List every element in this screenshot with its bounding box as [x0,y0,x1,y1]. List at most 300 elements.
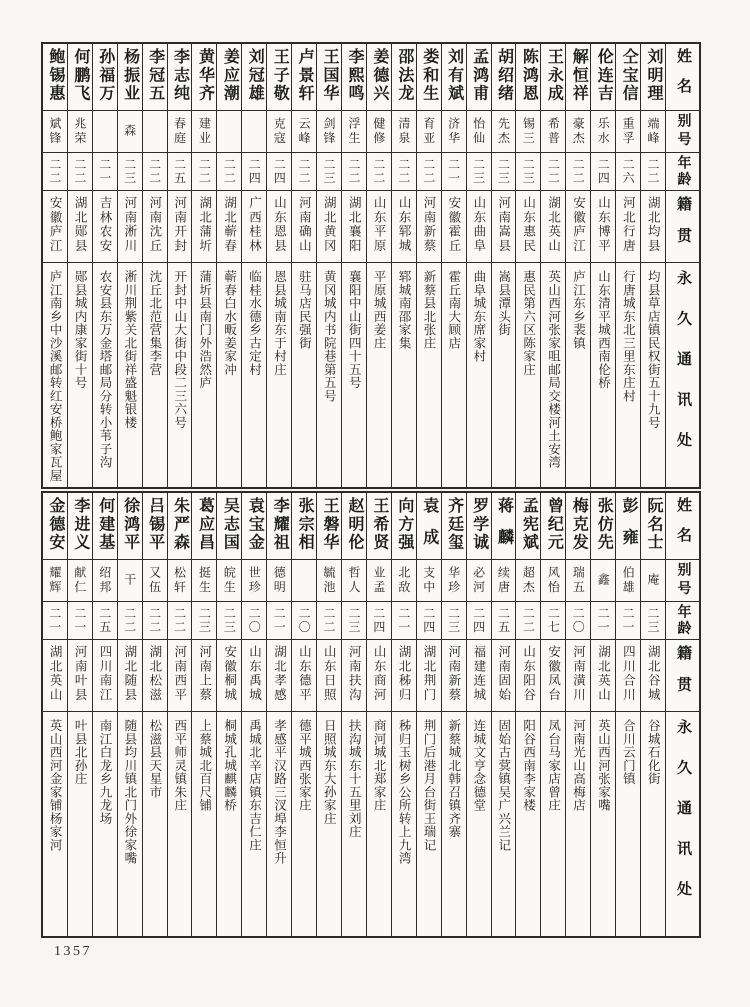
person-address-cell-text: 沈丘北范营集李营 [147,270,162,376]
person-alias-cell [591,111,615,153]
person-age-cell [342,602,366,640]
person-native-place-cell [93,191,117,263]
row-header-column [665,493,699,936]
person-alias-cell [492,560,516,602]
person-age-cell-text: 二三 [446,607,461,634]
person-alias-cell-text: 伯雄 [621,566,636,595]
person-name-cell [267,493,291,560]
person-name-cell-text: 曾纪元 [545,497,563,552]
person-age-cell [516,602,540,640]
person-age-cell-text: 二一 [72,607,87,634]
person-name-cell-text: 娄和生 [420,48,438,103]
person-address-cell [68,263,92,487]
person-age-cell-text: 二一 [621,607,636,634]
person-name-cell [541,493,565,560]
person-column [142,493,167,936]
person-address-cell-text: 襄阳中山街四十五号 [347,270,362,390]
person-name-cell [516,44,540,111]
person-native-place-cell [641,640,665,712]
person-age-cell-text: 二〇 [571,607,586,634]
person-native-place-cell [317,640,341,712]
person-native-place-cell [392,640,416,712]
person-native-place-cell [641,191,665,263]
person-name-cell-text: 吕锡平 [146,497,164,552]
person-name-cell-text: 刘有斌 [445,48,463,103]
person-name-cell [217,44,241,111]
person-native-place-cell-text: 安徽霍丘 [446,196,461,253]
person-name-cell-text: 徐鸿平 [121,497,139,552]
person-name-cell [492,44,516,111]
person-age-cell-text: 二二 [147,607,162,634]
person-native-place-cell-text: 湖北英山 [48,645,63,702]
person-age-cell-text: 二一 [396,607,411,634]
person-name-cell [442,493,466,560]
person-age-cell-text: 二二 [222,158,237,185]
person-native-place-cell [516,640,540,712]
person-native-place-cell [616,191,640,263]
person-native-place-cell [118,191,142,263]
person-alias-cell-text: 北敌 [396,566,411,595]
person-address-cell [68,712,92,936]
person-column [640,493,665,936]
person-address-cell-text: 秭归玉树乡公所转上九湾 [397,719,412,865]
person-alias-cell-text: 先杰 [496,117,511,146]
person-alias-cell-text: 春庭 [172,117,187,146]
person-address-cell [467,263,491,487]
person-age-cell-text: 二二 [371,158,386,185]
row-header-native_place [666,191,699,263]
person-age-cell-text: 二二 [47,158,62,185]
person-address-cell-text: 新蔡县北张庄 [421,270,436,350]
person-name-cell [168,44,192,111]
person-name-cell-text: 吴志国 [221,497,239,552]
person-address-cell [591,712,615,936]
person-age-cell [467,153,491,191]
person-column [391,44,416,487]
person-age-cell [217,602,241,640]
person-name-cell-text: 姜德兴 [370,48,388,103]
person-address-cell [367,712,391,936]
person-column [615,493,640,936]
person-address-cell-text: 恩县城南东于村庄 [272,270,287,376]
person-name-cell [118,44,142,111]
person-alias-cell [417,560,441,602]
person-name-cell-text: 卢景轩 [296,48,314,103]
person-alias-cell-text: 必河 [471,566,486,595]
person-alias-cell-text: 超杰 [521,566,536,595]
person-alias-cell [541,111,565,153]
person-age-cell [242,153,266,191]
person-native-place-cell-text: 湖北郧县 [73,196,88,253]
person-native-place-cell-text: 山东平原 [372,196,387,253]
person-native-place-cell [93,640,117,712]
person-address-cell-text: 郓城南邵家集 [397,270,412,350]
person-alias-cell [68,560,92,602]
person-address-cell [217,263,241,487]
person-alias-cell [392,111,416,153]
person-alias-cell [392,560,416,602]
person-column [266,493,291,936]
person-alias-cell-text: 健修 [371,117,386,146]
person-address-cell-text: 平原城西姜庄 [372,270,387,350]
person-column [515,44,540,487]
person-column [92,493,117,936]
person-alias-cell-text: 世珍 [247,566,262,595]
person-name-cell-text: 王永成 [545,48,563,103]
person-column [441,493,466,936]
person-address-cell [566,712,590,936]
person-native-place-cell-text: 山东郓城 [397,196,412,253]
person-name-cell-text: 王国华 [321,48,339,103]
person-address-cell [168,263,192,487]
person-age-cell [516,153,540,191]
person-alias-cell [68,111,92,153]
person-column [316,493,341,936]
person-address-cell [192,712,216,936]
person-column [291,44,316,487]
person-age-cell [367,153,391,191]
person-native-place-cell [392,191,416,263]
person-age-cell-text: 二四 [272,158,287,185]
person-age-cell [566,153,590,191]
row-header-age-text: 年龄 [675,603,691,638]
person-name-cell [442,44,466,111]
person-native-place-cell [467,191,491,263]
person-age-cell-text: 二二 [546,158,561,185]
person-name-cell [217,493,241,560]
person-alias-cell [118,560,142,602]
person-address-cell [516,712,540,936]
person-name-cell-text: 赵明伦 [345,497,363,552]
person-name-cell-text: 袁宝金 [246,497,264,552]
person-alias-cell [217,560,241,602]
person-native-place-cell-text: 湖北均县 [646,196,661,253]
person-alias-cell-text: 怡仙 [471,117,486,146]
person-address-cell-text: 英山西河金家铺杨家河 [48,719,63,852]
person-native-place-cell [367,191,391,263]
person-address-cell-text: 河南光山高梅店 [571,719,586,812]
person-name-cell-text: 孙福万 [96,48,114,103]
person-address-cell [217,712,241,936]
person-age-cell [168,602,192,640]
person-native-place-cell-text: 湖北松滋 [147,645,162,702]
person-address-cell-text: 日照城东大孙家庄 [322,719,337,825]
person-native-place-cell [217,191,241,263]
person-age-cell-text: 二三 [346,607,361,634]
person-age-cell [168,153,192,191]
person-name-cell [168,493,192,560]
row-header-native_place-text: 籍贯 [675,196,691,259]
person-name-cell-text: 解恒祥 [570,48,588,103]
person-age-cell [43,602,67,640]
person-name-cell [566,44,590,111]
person-address-cell [442,263,466,487]
person-alias-cell-text: 风怡 [546,566,561,595]
person-native-place-cell-text: 河南新蔡 [421,196,436,253]
row-header-age-text: 年龄 [675,154,691,189]
person-native-place-cell-text: 四川合川 [621,645,636,702]
person-address-cell-text: 南江白龙乡九龙场 [98,719,112,825]
person-alias-cell [143,560,167,602]
person-column [540,493,565,936]
person-age-cell [192,153,216,191]
person-name-cell [591,44,615,111]
person-alias-cell-text: 端峰 [646,117,661,146]
person-age-cell [392,602,416,640]
person-native-place-cell [541,640,565,712]
person-address-cell [492,263,516,487]
person-age-cell [242,602,266,640]
person-native-place-cell [417,640,441,712]
person-age-cell [541,153,565,191]
person-name-cell-text: 罗学诚 [470,497,488,552]
person-native-place-cell [541,191,565,263]
person-age-cell [267,153,291,191]
person-name-cell-text: 何鹏飞 [71,48,89,103]
person-age-cell [467,602,491,640]
person-address-cell-text: 行唐城东北三里东庄村 [621,270,636,403]
person-age-cell [43,153,67,191]
person-age-cell-text: 二二 [646,158,661,185]
person-address-cell-text: 商河城北郑家庄 [372,719,387,812]
person-alias-cell-text: 云峰 [297,117,312,146]
person-native-place-cell [43,191,67,263]
person-alias-cell-text: 德明 [272,566,287,595]
row-header-name-text: 姓名 [675,497,691,557]
person-age-cell [367,602,391,640]
person-age-cell [192,602,216,640]
person-native-place-cell [267,640,291,712]
person-alias-cell-text: 希普 [546,117,561,146]
person-age-cell [317,602,341,640]
person-address-cell [192,263,216,487]
row-header-age [666,602,699,640]
row-header-age [666,153,699,191]
person-address-cell-text: 禹城北辛店镇东吉仁庄 [247,719,262,852]
person-address-cell [118,263,142,487]
person-native-place-cell-text: 山东禹城 [247,645,262,702]
person-native-place-cell-text: 河南潢川 [571,645,586,702]
person-native-place-cell [566,640,590,712]
person-name-cell [43,44,67,111]
person-column [67,493,92,936]
person-native-place-cell [168,191,192,263]
person-column [341,44,366,487]
person-name-cell-text: 仝宝信 [620,48,638,103]
person-age-cell-text: 二三 [471,158,486,185]
person-native-place-cell [442,191,466,263]
person-address-cell [43,712,67,936]
person-column [191,44,216,487]
person-column [615,44,640,487]
person-age-cell-text: 二二 [297,158,312,185]
person-alias-cell-text: 重孚 [621,117,636,146]
person-alias-cell [492,111,516,153]
person-address-cell [566,263,590,487]
person-age-cell-text: 二三 [322,158,337,185]
person-address-cell [641,263,665,487]
person-age-cell-text: 二二 [396,158,411,185]
person-age-cell [93,602,117,640]
person-address-cell [641,712,665,936]
person-column [590,493,615,936]
person-address-cell [591,263,615,487]
person-alias-cell [467,560,491,602]
person-age-cell [292,602,316,640]
person-name-cell [68,44,92,111]
person-column [167,493,192,936]
person-native-place-cell [591,191,615,263]
person-age-cell [591,153,615,191]
person-alias-cell [43,111,67,153]
person-alias-cell-text: 浮生 [346,117,361,146]
person-alias-cell-text: 剑锋 [322,117,337,146]
person-alias-cell [292,111,316,153]
person-age-cell-text: 二三 [222,607,237,634]
person-address-cell [492,712,516,936]
person-native-place-cell-text: 山东日照 [322,645,337,702]
person-address-cell-text: 蕲春白水畈姜家冲 [222,270,237,376]
person-alias-cell [118,111,142,153]
person-name-cell [392,44,416,111]
person-native-place-cell-text: 四川南江 [98,645,112,702]
person-column [117,44,142,487]
person-alias-cell [342,111,366,153]
person-name-cell [292,44,316,111]
person-column [416,44,441,487]
person-address-cell-text: 庐江东乡裴镇 [571,270,586,350]
person-name-cell-text: 鲍锡惠 [46,48,64,103]
person-alias-cell [317,560,341,602]
person-age-cell [616,602,640,640]
row-header-alias [666,560,699,602]
person-alias-cell-text: 豪杰 [571,117,586,146]
person-age-cell-text: 二三 [197,607,212,634]
person-alias-cell [591,560,615,602]
person-native-place-cell-text: 湖北英山 [546,196,561,253]
person-age-cell-text: 二二 [322,607,337,634]
person-native-place-cell [467,640,491,712]
person-column [241,44,266,487]
person-name-cell-text: 李耀祖 [271,497,289,552]
person-age-cell-text: 二三 [646,607,661,634]
person-age-cell [317,153,341,191]
person-age-cell [292,153,316,191]
person-name-cell-text: 杨振业 [121,48,139,103]
person-address-cell [367,263,391,487]
person-address-cell [616,263,640,487]
person-address-cell [541,712,565,936]
person-column [216,44,241,487]
person-alias-cell-text: 育亚 [421,117,436,146]
person-alias-cell-text: 乐水 [596,117,611,146]
person-native-place-cell-text: 湖北荆门 [421,645,436,702]
person-address-cell-text: 蒲圻县南门外浩然庐 [197,270,212,390]
person-alias-cell-text: 鑫 [596,573,611,588]
person-age-cell [641,602,665,640]
person-alias-cell-text: 皖生 [222,566,237,595]
person-alias-cell-text: 兆荣 [72,117,87,146]
person-name-cell [417,493,441,560]
person-alias-cell-text: 绍邦 [97,566,112,595]
person-column [565,493,590,936]
person-native-place-cell-text: 河南新蔡 [446,645,461,702]
person-age-cell-text: 二三 [496,158,511,185]
person-address-cell [442,712,466,936]
person-age-cell-text: 二二 [346,158,361,185]
row-header-address [666,263,699,487]
person-native-place-cell-text: 湖北谷城 [646,645,661,702]
person-address-cell [292,712,316,936]
person-native-place-cell-text: 山东阳谷 [521,645,536,702]
person-native-place-cell [217,640,241,712]
person-age-cell-text: 二五 [172,158,187,185]
person-alias-cell [616,560,640,602]
person-age-cell-text: 二〇 [247,607,262,634]
person-column [43,493,67,936]
person-native-place-cell [242,191,266,263]
person-name-cell [342,493,366,560]
person-address-cell-text: 随县均川镇北门外徐家嘴 [122,719,137,865]
person-name-cell-text: 孟鸿甫 [470,48,488,103]
person-address-cell-text: 黄冈城内书院巷第五号 [322,270,337,403]
person-native-place-cell-text: 吉林农安 [98,196,112,253]
person-name-cell [467,493,491,560]
person-name-cell [467,44,491,111]
person-name-cell-text: 孟宪斌 [520,497,538,552]
person-age-cell [492,153,516,191]
directory-table-top [41,42,701,489]
person-age-cell [267,602,291,640]
row-header-alias-text: 别号 [675,561,691,600]
person-native-place-cell [168,640,192,712]
person-native-place-cell-text: 湖北秭归 [397,645,412,702]
person-alias-cell [168,111,192,153]
person-column [191,493,216,936]
person-native-place-cell-text: 河南叶县 [73,645,88,702]
row-header-name-text: 姓名 [675,48,691,108]
person-column [540,44,565,487]
person-name-cell-text: 李冠五 [146,48,164,103]
person-alias-cell [168,560,192,602]
person-native-place-cell-text: 河南确山 [297,196,312,253]
person-alias-cell-text: 挺生 [197,566,212,595]
person-address-cell-text: 庐江南乡中沙溪邮转红安桥鲍家瓦屋 [48,270,63,482]
person-address-cell-text: 桐城孔城麒麟桥 [222,719,237,812]
page-number: 1357 [54,944,92,959]
person-address-cell-text: 临桂水德乡古定村 [247,270,262,376]
person-name-cell-text: 李志纯 [171,48,189,103]
person-address-cell-text: 上蔡城北百尺铺 [197,719,212,812]
person-native-place-cell-text: 广西桂林 [247,196,262,253]
person-native-place-cell [342,191,366,263]
person-column [142,44,167,487]
person-native-place-cell-text: 河南扶沟 [347,645,362,702]
person-age-cell [342,153,366,191]
person-address-cell-text: 农安县东万金塔邮局分转小苇子沟 [98,270,112,469]
person-native-place-cell-text: 湖北随县 [122,645,137,702]
person-alias-cell [641,111,665,153]
person-address-cell [143,263,167,487]
person-native-place-cell-text: 湖北英山 [596,645,611,702]
person-native-place-cell-text: 山东恩县 [272,196,287,253]
person-name-cell [192,44,216,111]
person-native-place-cell [492,191,516,263]
person-address-cell-text: 均县草店镇民权街五十九号 [646,270,661,429]
person-name-cell-text: 刘冠雄 [246,48,264,103]
person-name-cell [43,493,67,560]
person-name-cell-text: 王子敬 [271,48,289,103]
